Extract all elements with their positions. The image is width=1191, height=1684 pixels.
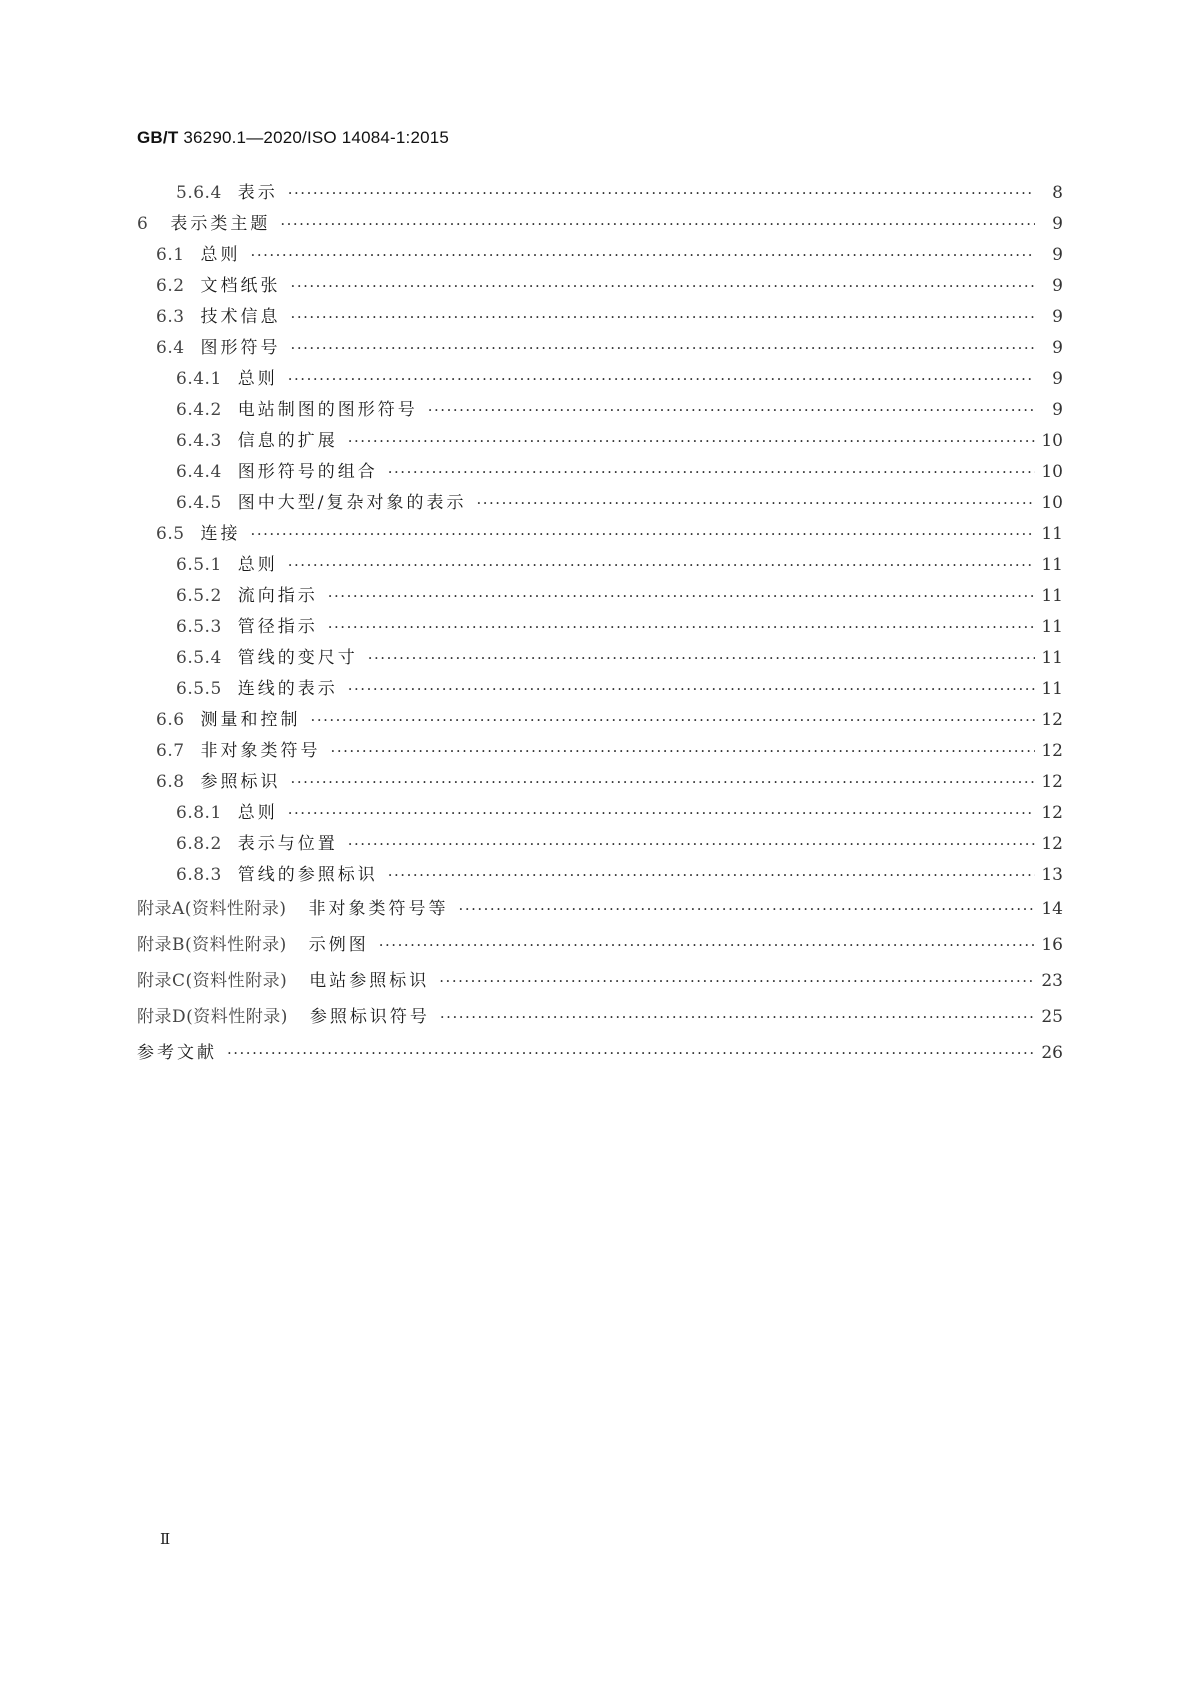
toc-entry-page-number: 11 (1041, 524, 1063, 544)
toc-entry[interactable] (137, 240, 1063, 271)
toc-entry-number: 6.5.4 (176, 648, 222, 668)
dot-leader (348, 674, 1035, 705)
toc-entry-number: 附录D(资料性附录) (137, 1007, 288, 1027)
toc-entry-title: 测量和控制 (200, 710, 301, 730)
toc-entry-number: 6.2 (156, 276, 185, 296)
toc-entry-page-number: 9 (1052, 400, 1063, 420)
toc-entry-title: 表示 (237, 183, 278, 203)
toc-entry-title: 连接 (200, 524, 241, 544)
toc-entry-page-number: 10 (1041, 493, 1063, 513)
toc-entry-page-number: 12 (1041, 772, 1063, 792)
toc-entry-page-number: 9 (1052, 276, 1063, 296)
toc-entry-number: 6.7 (156, 741, 185, 761)
toc-entry-number: 6.4.3 (176, 431, 222, 451)
toc-entry-number: 6.4.4 (176, 462, 222, 482)
toc-entry[interactable] (137, 829, 1063, 860)
toc-entry-page-number: 14 (1041, 899, 1063, 919)
toc-entry-title: 示例图 (308, 935, 369, 955)
toc-entry-number: 6.1 (156, 245, 185, 265)
dot-leader (428, 395, 1035, 426)
toc-entry[interactable] (137, 333, 1063, 364)
dot-leader (288, 550, 1035, 581)
toc-entry-number: 附录A(资料性附录) (137, 899, 287, 919)
toc-entry-number: 6 (137, 214, 149, 234)
toc-entry[interactable] (137, 488, 1063, 519)
page-number-footer: Ⅱ (160, 1532, 171, 1548)
toc-entry[interactable] (137, 860, 1063, 891)
dot-leader (440, 999, 1035, 1035)
standard-number: 36290.1—2020/ISO 14084-1:2015 (183, 128, 450, 147)
toc-entry-title: 电站参照标识 (309, 971, 430, 991)
toc-entry[interactable] (137, 209, 1063, 240)
toc-entry[interactable] (137, 581, 1063, 612)
toc-entry[interactable] (137, 705, 1063, 736)
toc-entry-page-number: 10 (1041, 431, 1063, 451)
toc-entry-page-number: 11 (1041, 617, 1063, 637)
dot-leader (288, 178, 1035, 209)
toc-entry-title: 流向指示 (237, 586, 318, 606)
dot-leader (331, 736, 1035, 767)
toc-entry[interactable] (137, 519, 1063, 550)
dot-leader (288, 364, 1035, 395)
toc-entry-title: 文档纸张 (200, 276, 281, 296)
toc-entry-page-number: 11 (1041, 555, 1063, 575)
toc-entry[interactable] (137, 550, 1063, 581)
toc-entry-title: 图形符号 (200, 338, 281, 358)
toc-entry[interactable] (137, 767, 1063, 798)
toc-entry-number: 6.5.3 (176, 617, 222, 637)
toc-entry-number: 6.5 (156, 524, 185, 544)
toc-entry-page-number: 9 (1052, 369, 1063, 389)
toc-entry-title: 图形符号的组合 (237, 462, 378, 482)
toc-entry-number: 6.8 (156, 772, 185, 792)
toc-entry-number: 6.6 (156, 710, 185, 730)
toc-entry[interactable] (137, 999, 1063, 1035)
toc-entry-page-number: 9 (1052, 245, 1063, 265)
toc-entry-page-number: 8 (1052, 183, 1063, 203)
toc-entry-title: 非对象类符号 (200, 741, 321, 761)
dot-leader (379, 927, 1035, 963)
toc-entry-title: 图中大型/复杂对象的表示 (237, 493, 467, 513)
toc-entry-number: 6.4 (156, 338, 185, 358)
toc-entry-number: 6.5.5 (176, 679, 222, 699)
toc-entry-title: 非对象类符号等 (308, 899, 449, 919)
toc-entry-title: 连线的表示 (237, 679, 338, 699)
dot-leader (348, 426, 1035, 457)
toc-entry-page-number: 9 (1052, 214, 1063, 234)
toc-entry-number: 6.4.2 (176, 400, 222, 420)
toc-entry-number: 6.4.5 (176, 493, 222, 513)
toc-entry-title: 表示与位置 (237, 834, 338, 854)
standard-code: GB/T (137, 128, 179, 147)
toc-entry[interactable] (137, 178, 1063, 209)
toc-entry-number: 6.5.1 (176, 555, 222, 575)
toc-entry[interactable] (137, 927, 1063, 963)
toc-entry[interactable] (137, 302, 1063, 333)
dot-leader (388, 457, 1035, 488)
toc-entry-page-number: 12 (1041, 710, 1063, 730)
toc-entry-number: 6.3 (156, 307, 185, 327)
toc-entry-page-number: 23 (1041, 971, 1063, 991)
dot-leader (459, 891, 1035, 927)
toc-entry[interactable] (137, 643, 1063, 674)
table-of-contents (137, 178, 1063, 1071)
toc-entry-page-number: 12 (1041, 803, 1063, 823)
toc-entry-page-number: 11 (1041, 679, 1063, 699)
toc-entry-number: 5.6.4 (176, 183, 222, 203)
toc-entry[interactable] (137, 891, 1063, 927)
toc-entry-title: 信息的扩展 (237, 431, 338, 451)
toc-entry-title: 总则 (237, 369, 278, 389)
toc-entry-page-number: 25 (1041, 1007, 1063, 1027)
toc-entry-page-number: 11 (1041, 586, 1063, 606)
toc-entry[interactable] (137, 674, 1063, 705)
toc-entry[interactable] (137, 798, 1063, 829)
dot-leader (251, 519, 1035, 550)
toc-entry-title: 管线的变尺寸 (237, 648, 358, 668)
toc-entry-number: 6.4.1 (176, 369, 222, 389)
toc-entry-title: 管径指示 (237, 617, 318, 637)
toc-entry-page-number: 9 (1052, 338, 1063, 358)
toc-entry-title: 参照标识符号 (309, 1007, 430, 1027)
toc-entry-title: 总则 (237, 555, 278, 575)
toc-entry-number: 6.8.3 (176, 865, 222, 885)
toc-entry-title: 参考文献 (137, 1043, 217, 1063)
dot-leader (291, 271, 1035, 302)
toc-entry[interactable] (137, 395, 1063, 426)
dot-leader (311, 705, 1035, 736)
toc-entry-number: 6.5.2 (176, 586, 222, 606)
dot-leader (251, 240, 1035, 271)
toc-entry-page-number: 10 (1041, 462, 1063, 482)
toc-entry-title: 总则 (237, 803, 278, 823)
dot-leader (439, 963, 1035, 999)
toc-entry-page-number: 9 (1052, 307, 1063, 327)
toc-entry-title: 技术信息 (200, 307, 281, 327)
toc-entry[interactable] (137, 612, 1063, 643)
toc-entry[interactable] (137, 426, 1063, 457)
dot-leader (388, 860, 1035, 891)
toc-entry[interactable] (137, 736, 1063, 767)
toc-entry-title: 管线的参照标识 (237, 865, 378, 885)
toc-entry-title: 表示类主题 (170, 214, 271, 234)
toc-entry-page-number: 13 (1041, 865, 1063, 885)
toc-entry-title: 总则 (200, 245, 241, 265)
dot-leader (291, 767, 1035, 798)
dot-leader (348, 829, 1035, 860)
dot-leader (280, 209, 1035, 240)
toc-entry-page-number: 26 (1041, 1043, 1063, 1063)
toc-entry[interactable] (137, 364, 1063, 395)
dot-leader (288, 798, 1035, 829)
toc-entry[interactable] (137, 271, 1063, 302)
toc-entry-number: 附录C(资料性附录) (137, 971, 288, 991)
dot-leader (328, 581, 1035, 612)
dot-leader (291, 302, 1035, 333)
toc-entry-number: 6.8.2 (176, 834, 222, 854)
dot-leader (368, 643, 1035, 674)
toc-entry-number: 6.8.1 (176, 803, 222, 823)
toc-entry[interactable] (137, 1035, 1063, 1071)
toc-entry-page-number: 16 (1041, 935, 1063, 955)
toc-entry-number: 附录B(资料性附录) (137, 935, 287, 955)
dot-leader (328, 612, 1035, 643)
dot-leader (227, 1035, 1035, 1071)
toc-entry[interactable] (137, 963, 1063, 999)
dot-leader (291, 333, 1035, 364)
toc-entry[interactable] (137, 457, 1063, 488)
toc-entry-page-number: 11 (1041, 648, 1063, 668)
standard-header (137, 128, 449, 148)
toc-entry-title: 电站制图的图形符号 (237, 400, 418, 420)
toc-entry-page-number: 12 (1041, 834, 1063, 854)
toc-entry-page-number: 12 (1041, 741, 1063, 761)
toc-entry-title: 参照标识 (200, 772, 281, 792)
dot-leader (477, 488, 1036, 519)
